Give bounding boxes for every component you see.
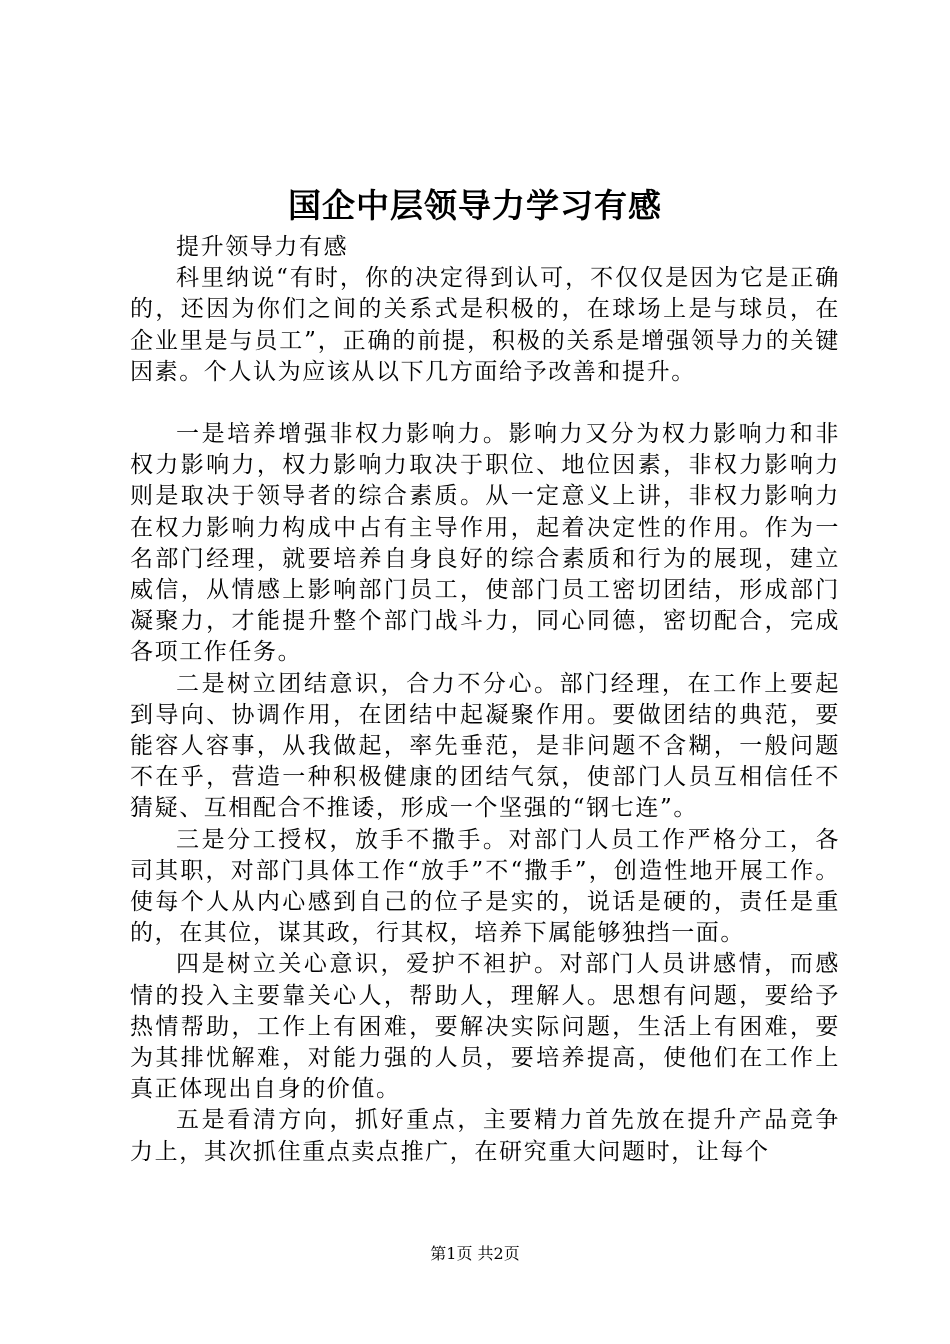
document-title: 国企中层领导力学习有感 bbox=[288, 186, 662, 225]
paragraph-point-1: 一是培养增强非权力影响力。影响力又分为权力影响力和非权力影响力，权力影响力取决于职位、地位因素，非权力影响力则是取决于领导者的综合素质。从一定意义上讲，非权力影响力在权力影响力构成中占有主导作用，起着决定性的作用。作为一名部门经理，就要培养自身良好的综合素质和行为的展现，建立威信，从情感上影响部门员工，使部门员工密切团结，形成部门凝聚力，才能提升整个部门战斗力，同心同德，密切配合，完成各项工作任务。 bbox=[130, 421, 840, 666]
paragraph-point-5: 五是看清方向，抓好重点，主要精力首先放在提升产品竞争力上，其次抓住重点卖点推广，在研究重大问题时，让每个 bbox=[130, 1107, 840, 1165]
paragraph-subtitle: 提升领导力有感 bbox=[176, 234, 349, 260]
paragraph-point-3: 三是分工授权，放手不撒手。对部门人员工作严格分工，各司其职，对部门具体工作“放手”不“撒手”，创造性地开展工作。使每个人从内心感到自己的位子是实的，说话是硬的，责任是重的，在其位，谋其政，行其权，培养下属能够独挡一面。 bbox=[130, 826, 840, 947]
document-body bbox=[130, 232, 840, 1168]
paragraph-intro: 科里纳说“有时，你的决定得到认可，不仅仅是因为它是正确的，还因为你们之间的关系式是积极的，在球场上是与球员，在企业里是与员工”，正确的前提，积极的关系是增强领导力的关键因素。个人认为应该从以下几方面给予改善和提升。 bbox=[130, 265, 840, 385]
page-number-footer: 第1页 共2页 bbox=[430, 1244, 520, 1263]
paragraph-point-2: 二是树立团结意识，合力不分心。部门经理，在工作上要起到导向、协调作用，在团结中起凝聚作用。要做团结的典范，要能容人容事，从我做起，率先垂范，是非问题不含糊，一般问题不在乎，营造一种积极健康的团结气氛，使部门人员互相信任不猜疑、互相配合不推诿，形成一个坚强的“钢七连”。 bbox=[130, 670, 840, 822]
paragraph-point-4: 四是树立关心意识，爱护不袒护。对部门人员讲感情，而感情的投入主要靠关心人，帮助人，理解人。思想有问题，要给予热情帮助，工作上有困难，要解决实际问题，生活上有困难，要为其排忧解难，对能力强的人员，要培养提高，使他们在工作上真正体现出自身的价值。 bbox=[130, 951, 840, 1103]
